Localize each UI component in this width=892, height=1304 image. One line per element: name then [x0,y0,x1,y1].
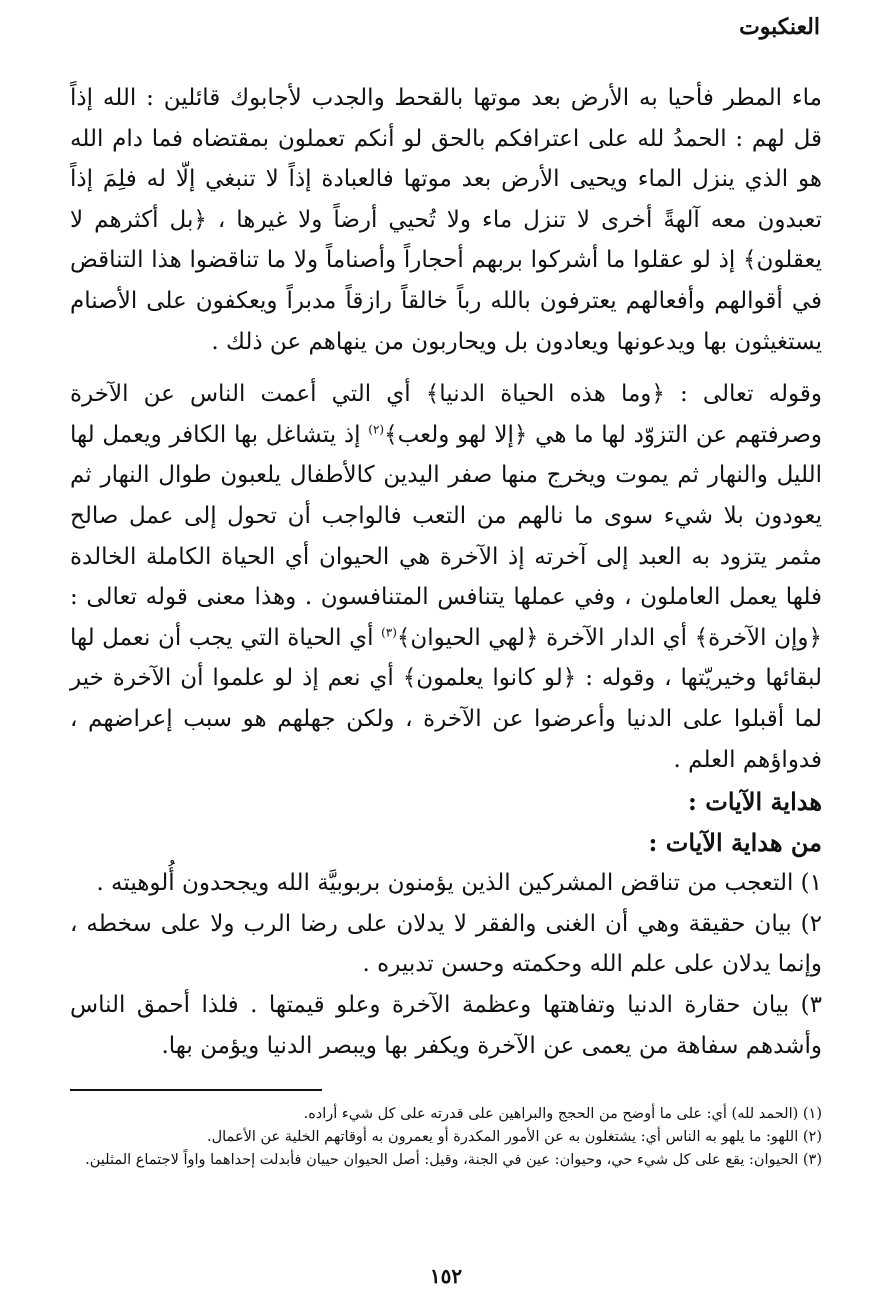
section-subheading: من هداية الآيات : [648,827,822,857]
footnote-1: (١) (الحمد لله) أي: على ما أوضح من الحجج والبراهين على قدرته على كل شيء أراده. [303,1106,822,1122]
main-text [70,78,822,1066]
paragraph-2-part1: وقوله تعالى : ﴿وما هذه الحياة الدنيا﴾ أي التي أعمت الناس عن الآخرة وصرفتهم عن التزوّد لها ما هي ﴿إلا لهو ولعب﴾ [70,381,822,448]
paragraph-2-part3: أي الحياة التي يجب أن نعمل لها لبقائها وخيريّتها ، وقوله : ﴿لو كانوا يعلمون﴾ أي نعم إذ لو علموا أن الآخرة خير لما أقبلوا على الدنيا وأعرضوا عن الآخرة ، ولكن جهلهم هو سبب إعراضهم ، فدواؤهم العلم . [70,624,822,773]
section-heading: هداية الآيات : [688,787,822,817]
footnotes [70,1103,822,1172]
footnote-3: (٣) الحيوان: يقع على كل شيء حي، وحيوان: عين في الجنة، وقيل: أصل الحيوان حييان فأبدلت إحداهما واواً لاجتماع المثلين. [85,1152,822,1168]
list-item-2: ٢) بيان حقيقة وهي أن الغنى والفقر لا يدلان على رضا الرب ولا على سخطه ، وإنما يدلان على علم الله وحكمته وحسن تدبيره . [70,910,822,978]
paragraph-2-part2: إذ يتشاغل بها الكافر ويعمل لها الليل والنهار ثم يموت ويخرج منها صفر اليدين كالأطفال يلعبون طوال النهار ثم يعودون بلا شيء سوى ما نالهم من التعب فالواجب أن تحول إلى عمل صالح مثمر يتزود به العبد إلى آخرته إذ الآخرة هي الحيوان أي الحياة الكاملة الخالدة فلها يعمل العاملون ، وفي عملها يتنافس المتنافسون . وهذا معنى قوله تعالى : ﴿وإن الآخرة﴾ أي الدار الآخرة ﴿لهي الحيوان﴾ [70,421,823,651]
page-number: ١٥٢ [429,1264,463,1288]
footnote-divider [70,1089,322,1091]
list-item-3: ٣) بيان حقارة الدنيا وتفاهتها وعظمة الآخرة وعلو قيمتها . فلذا أحمق الناس وأشدهم سفاهة من يعمى عن الآخرة ويكفر بها ويبصر الدنيا ويؤمن بها. [70,992,822,1059]
paragraph-2 [70,374,822,780]
paragraph-1 [70,78,822,362]
footnote-2: (٢) اللهو: ما يلهو به الناس أي: يشتغلون به عن الأمور المكدرة أو يعمرون به أوقاتهم الخلية عن الأعمال. [207,1129,822,1145]
chapter-header: العنكبوت [739,14,820,40]
list-item-1: ١) التعجب من تناقض المشركين الذين يؤمنون بربوبيَّة الله ويجحدون أُلوهيته . [96,870,822,897]
footnote-ref-2: (٢) [368,422,385,437]
paragraph-1-text: ماء المطر فأحيا به الأرض بعد موتها بالقحط والجدب لأجابوك قائلين : الله إذاً قل لهم : الحمدُ لله على اعترافكم بالحق لو أنكم تعملون بمقتضاه فما دام الله هو الذي ينزل الماء ويحيى الأرض بعد موتها فالعبادة إذاً لا تنبغي إلّا له فلِمَ إذاً تعبدون معه آلهةً أخرى لا تنزل ماء ولا تُحيي أرضاً ولا غيرها ، ﴿بل أكثرهم لا يعقلون﴾ إذ لو عقلوا ما أشركوا بربهم أحجاراً وأصناماً ولا ما تناقضوا هذا التناقض في أقوالهم وأفعالهم يعترفون بالله رباً خالقاً رازقاً مدبراً ويعكفون على الأصنام يستغيثون بها ويدعونها ويعادون بل ويحاربون من ينهاهم عن ذلك . [70,85,822,355]
footnote-ref-3: (٣) [381,625,397,640]
